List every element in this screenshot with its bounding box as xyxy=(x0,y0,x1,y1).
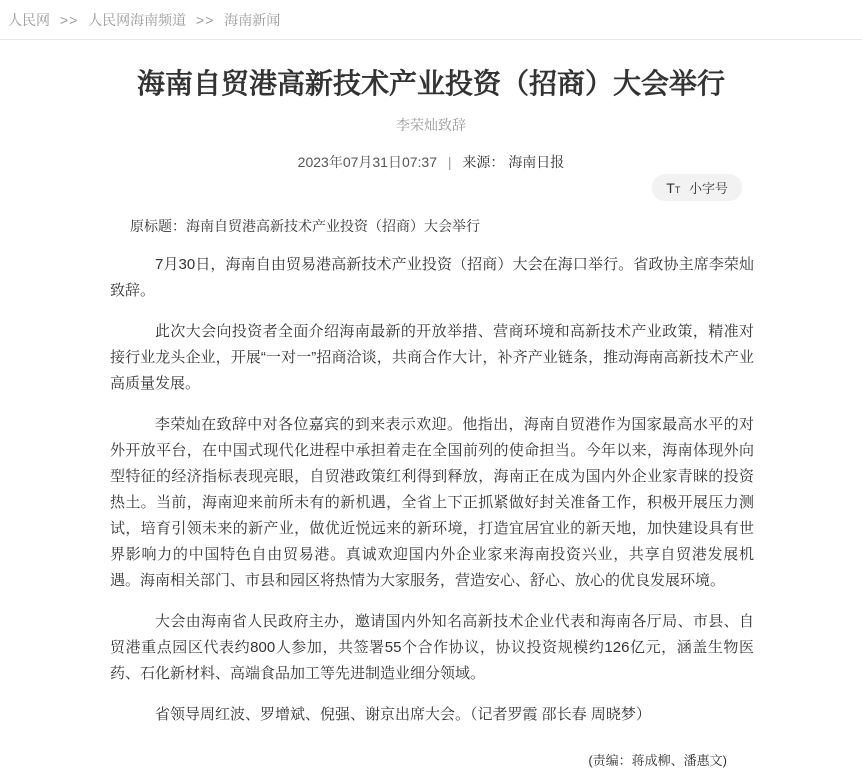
original-title-text: 海南自贸港高新技术产业投资（招商）大会举行 xyxy=(186,218,480,234)
original-title-label: 原标题： xyxy=(130,218,186,234)
article-paragraph: 李荣灿在致辞中对各位嘉宾的到来表示欢迎。他指出，海南自贸港作为国家最高水平的对外开放平台，在中国式现代化进程中承担着走在全国前列的使命担当。今年以来，海南体现外向型特征的经济指标表现亮眼，自贸港政策红利得到释放，海南正在成为国内外企业家青睐的投资热土。当前，海南迎来前所未有的新机遇，全省上下正抓紧做好封关准备工作，积极开展压力测试，培育引领未来的新产业，做优近悦远来的新环境，打造宜居宜业的新天地，加快建设具有世界影响力的中国特色自由贸易港。真诚欢迎国内外企业家来海南投资兴业，共享自贸港发展机遇。海南相关部门、市县和园区将热情为大家服务，营造安心、舒心、放心的优良发展环境。 xyxy=(110,416,754,589)
source-label: 来源： xyxy=(462,154,505,170)
article-paragraph: 大会由海南省人民政府主办，邀请国内外知名高新技术企业代表和海南各厅局、市县、自贸港重点园区代表约800人参加，共签署55个合作协议，协议投资规模约126亿元，涵盖生物医药、石化新材料、高端食品加工等先进制造业细分领域。 xyxy=(110,613,754,682)
publish-time: 2023年07月31日07:37 xyxy=(297,154,437,170)
breadcrumb-separator: >> xyxy=(196,12,215,28)
article-meta xyxy=(0,152,862,172)
article-paragraph: 省领导周红波、罗增斌、倪强、谢京出席大会。（记者罗霞 邵长春 周晓梦） xyxy=(155,706,651,723)
breadcrumb-link-peoplecn[interactable]: 人民网 xyxy=(8,12,50,28)
meta-divider: | xyxy=(447,154,452,170)
page-title: 海南自贸港高新技术产业投资（招商）大会举行 xyxy=(136,68,725,99)
font-size-label: 小字号 xyxy=(688,181,728,196)
source-link[interactable]: 海南日报 xyxy=(508,154,565,170)
breadcrumb-separator: >> xyxy=(59,12,79,28)
original-title-line xyxy=(110,215,754,237)
breadcrumb-link-hainan-news[interactable]: 海南新闻 xyxy=(224,12,281,28)
article-paragraph: 此次大会向投资者全面介绍海南最新的开放举措、营商环境和高新技术产业政策，精准对接行业龙头企业，开展“一对一”招商洽谈，共商合作大计，补齐产业链条，推动海南高新技术产业高质量发展。 xyxy=(110,323,754,392)
font-size-button[interactable] xyxy=(652,174,742,201)
article-paragraph: 7月30日，海南自由贸易港高新技术产业投资（招商）大会在海口举行。省政协主席李荣灿致辞。 xyxy=(110,256,754,299)
font-size-icon: TT xyxy=(666,180,681,196)
article-body xyxy=(0,215,862,783)
article-header xyxy=(0,66,862,172)
editors-note: (责编：蒋成柳、潘惠文) xyxy=(588,753,727,768)
breadcrumb-link-hainan-channel[interactable]: 人民网海南频道 xyxy=(88,12,187,28)
breadcrumb xyxy=(0,0,862,40)
article-toolbar xyxy=(0,174,862,200)
article-subtitle: 李荣灿致辞 xyxy=(396,117,466,133)
